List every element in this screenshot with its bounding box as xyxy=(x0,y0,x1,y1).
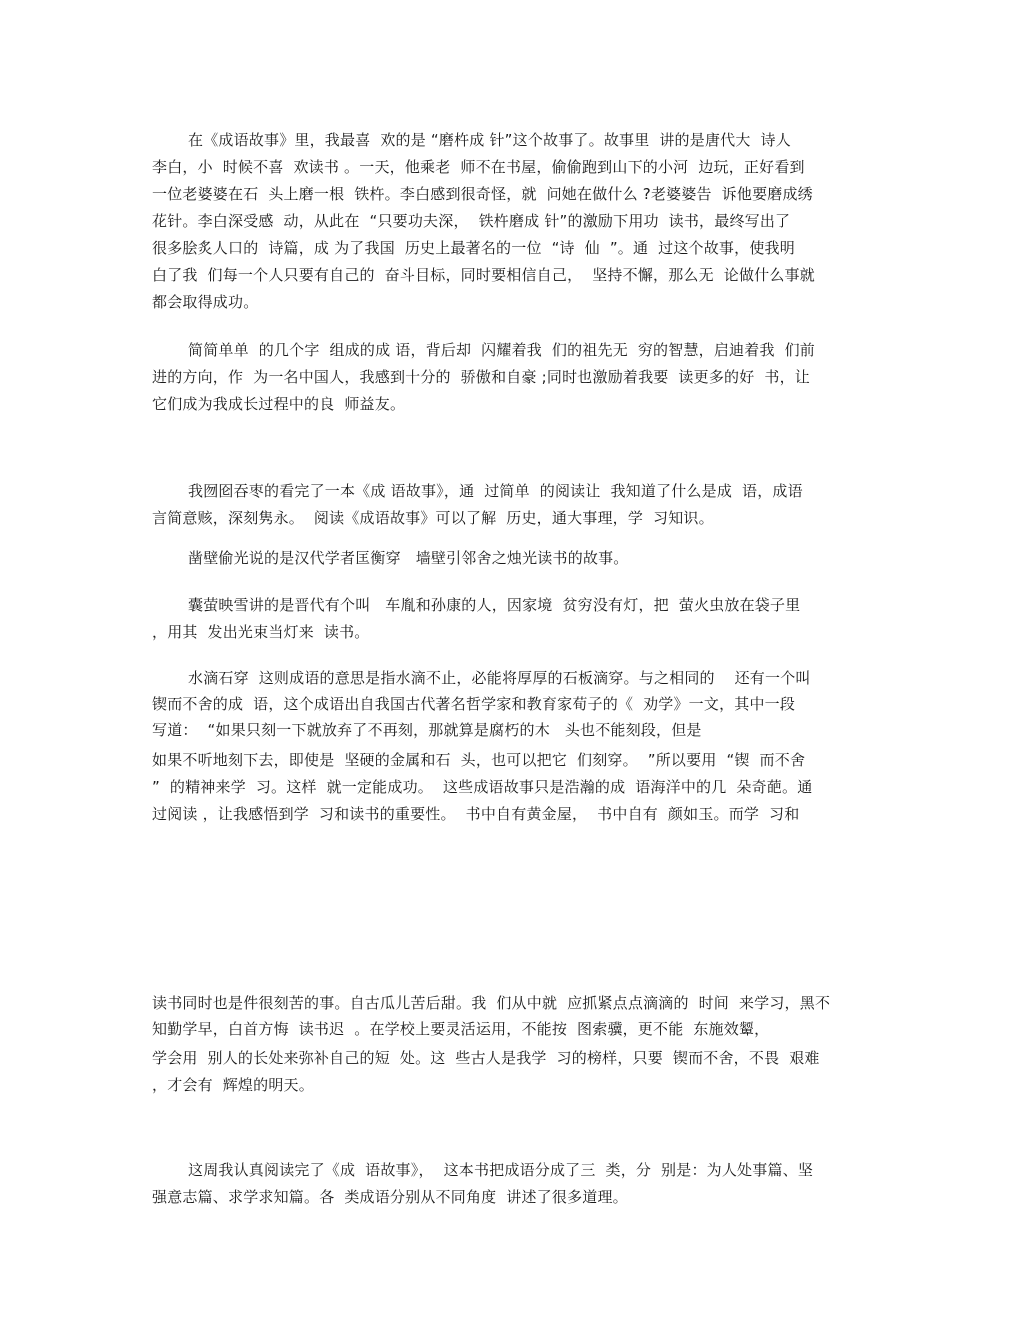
paragraph-3-line-1: 我囫囵吞枣的看完了一本《成 语故事》，通 过简单 的阅读让 我知道了什么是成 语，成语 xyxy=(188,482,803,500)
paragraph-6-line-6: 过阅读 ，让我感悟到学 习和读书的重要性。 书中自有黄金屋， 书中自有 颜如玉。而学 习和 xyxy=(152,805,800,823)
paragraph-6-line-4: 如果不听地刻下去，即使是 坚硬的金属和石 头，也可以把它 们刻穿。 ”所以要用 “锲 而不舍 xyxy=(152,751,806,769)
paragraph-6-line-5: ” 的精神来学 习。这样 就一定能成功。 这些成语故事只是浩瀚的成 语海洋中的几 朵奇葩。通 xyxy=(152,778,813,796)
paragraph-1-line-4: 花针。李白深受感 动，从此在 “只要功夫深， 铁杵磨成 针”的激励下用功 读书，最终写出了 xyxy=(152,212,791,230)
paragraph-4-line-1: 凿壁偷光说的是汉代学者匡衡穿 墙壁引邻舍之烛光读书的故事。 xyxy=(188,549,629,567)
paragraph-5-line-2: ，用其 发出光束当灯来 读书。 xyxy=(152,623,370,641)
paragraph-8-line-2: 强意志篇、求学求知篇。各 类成语分别从不同角度 讲述了很多道理。 xyxy=(152,1188,628,1206)
paragraph-7-line-3: 学会用 别人的长处来弥补自己的短 处。这 些古人是我学 习的榜样，只要 锲而不舍，不畏 艰难 xyxy=(152,1049,820,1067)
paragraph-6-line-2: 锲而不舍的成 语，这个成语出自我国古代著名哲学家和教育家荀子的《 劝学》一文，其中一段 xyxy=(152,695,796,713)
paragraph-7-line-2: 知勤学早，白首方悔 读书迟 。在学校上要灵活运用，不能按 图索骥，更不能 东施效颦， xyxy=(152,1020,770,1038)
paragraph-6-line-1: 水滴石穿 这则成语的意思是指水滴不止，必能将厚厚的石板滴穿。与之相同的 还有一个叫 xyxy=(188,669,811,687)
paragraph-1-line-3: 一位老婆婆在石 头上磨一根 铁杵。李白感到很奇怪，就 问她在做什么 ?老婆婆告 诉他要磨成绣 xyxy=(152,185,813,203)
paragraph-8-line-1: 这周我认真阅读完了《成 语故事》， 这本书把成语分成了三 类，分 别是：为人处事篇、坚 xyxy=(188,1161,814,1179)
paragraph-3-line-2: 言简意赅，深刻隽永。 阅读《成语故事》可以了解 历史，通大事理，学 习知识。 xyxy=(152,509,714,527)
paragraph-2-line-3: 它们成为我成长过程中的良 师益友。 xyxy=(152,395,406,413)
paragraph-2-line-2: 进的方向，作 为一名中国人，我感到十分的 骄傲和自豪 ;同时也激励着我要 读更多的好 书，让 xyxy=(152,368,810,386)
paragraph-1-line-6: 白了我 们每一个人只要有自己的 奋斗目标，同时要相信自己， 坚持不懈，那么无 论做什么事就 xyxy=(152,266,815,284)
paragraph-1-line-2: 李白，小 时候不喜 欢读书 。一天，他乘老 师不在书屋，偷偷跑到山下的小河 边玩，正好看到 xyxy=(152,158,805,176)
paragraph-1-line-5: 很多脍炙人口的 诗篇，成 为了我国 历史上最著名的一位 “诗 仙 ”。通 过这个故事，使我明 xyxy=(152,239,795,257)
paragraph-2-line-1: 简简单单 的几个字 组成的成 语，背后却 闪耀着我 们的祖先无 穷的智慧，启迪着我 们前 xyxy=(188,341,815,359)
paragraph-1-line-1: 在《成语故事》里，我最喜 欢的是 “磨杵成 针”这个故事了。故事里 讲的是唐代大 诗人 xyxy=(188,131,791,149)
paragraph-7-line-4: ，才会有 辉煌的明天。 xyxy=(152,1076,314,1094)
paragraph-5-line-1: 囊萤映雪讲的是晋代有个叫 车胤和孙康的人，因家境 贫穷没有灯，把 萤火虫放在袋子里 xyxy=(188,596,801,614)
paragraph-1-line-7: 都会取得成功。 xyxy=(152,293,259,311)
paragraph-7-line-1: 读书同时也是件很刻苦的事。自古瓜儿苦后甜。我 们从中就 应抓紧点点滴滴的 时间 来学习，黑不 xyxy=(152,994,831,1012)
paragraph-6-line-3: 写道： “如果只刻一下就放弃了不再刻，那就算是腐朽的木 头也不能刻段，但是 xyxy=(152,721,702,739)
